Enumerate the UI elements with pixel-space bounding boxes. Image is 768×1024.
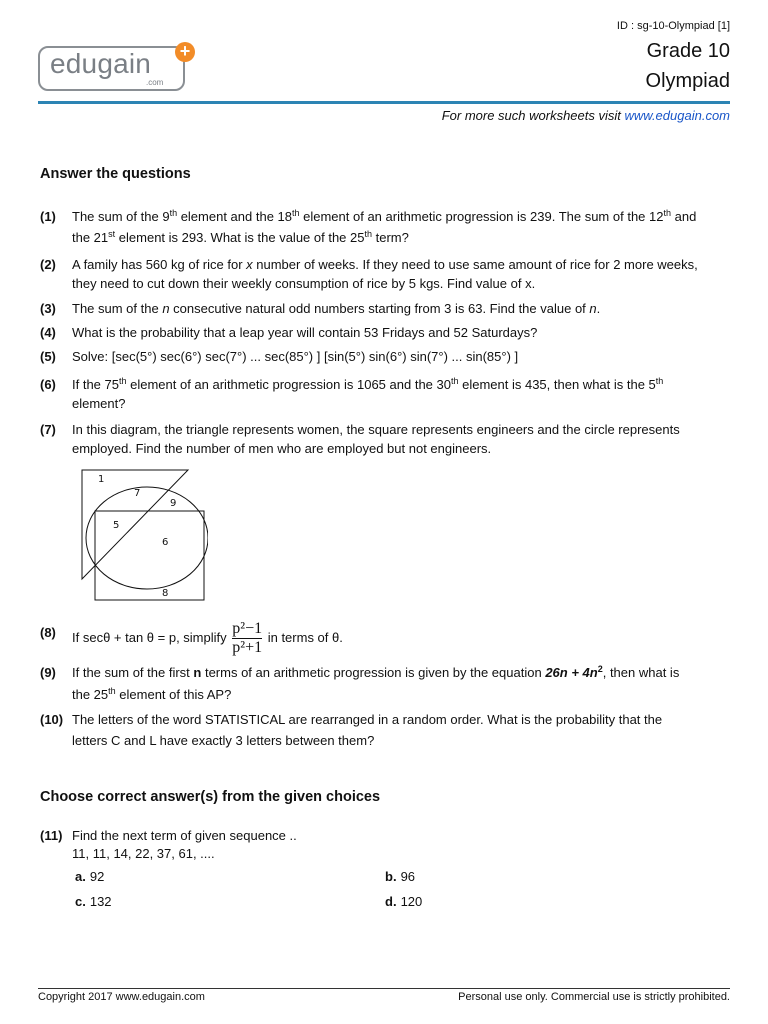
question-6: [40, 375, 700, 413]
region-label-9: 9: [170, 498, 177, 509]
plus-icon: +: [175, 42, 195, 62]
venn-diagram: [76, 468, 208, 604]
grade-title: Grade 10: [646, 40, 730, 62]
region-label-6: 6: [162, 537, 169, 548]
question-text: In this diagram, the triangle represents women, the square represents engineers and the circle represents employed. Find the number of men who are employed but not engineers.: [72, 422, 680, 456]
edugain-logo: [38, 42, 198, 98]
question-1: [40, 206, 700, 248]
question-text: The letters of the word STATISTICAL are rearranged in a random order. What is the probability that the letters C and L have exactly 3 letters between them?: [72, 712, 663, 748]
question-9: [40, 662, 700, 706]
question-text: Solve: [sec(5°) sec(6°) sec(7°) ... sec(85°) ] [sin(5°) sin(6°) sin(7°) ... sin(85°) ]: [72, 349, 519, 364]
question-text: The sum of the 9th element and the 18th element of an arithmetic progression is 239. The sum of the 12th and the 21st element is 293. What is the value of the 25th term?: [72, 208, 697, 245]
question-number: (11): [40, 828, 63, 843]
question-text: If secθ + tan θ = p, simplify $\frac{\text{p²−1}}{\text{p²+1}}$ in terms of θ.: [72, 620, 343, 656]
question-number: (7): [40, 422, 56, 437]
question-number: (5): [40, 349, 56, 364]
region-label-8: 8: [162, 588, 169, 599]
question-text: A family has 560 kg of rice for x number of weeks. If they need to use same amount of rice for 2 more weeks, they need to cut down their weekly consumption of rice by 5 kgs. Find value of x.: [72, 257, 698, 291]
women-triangle: [82, 470, 188, 579]
fraction: [232, 620, 262, 657]
choice-b[interactable]: b. 96: [385, 869, 416, 884]
question-8: [40, 620, 700, 657]
document-id: ID : sg-10-Olympiad [1]: [616, 20, 730, 32]
question-number: (6): [40, 377, 56, 392]
region-label-1: 1: [98, 474, 105, 485]
question-text: The sum of the n consecutive natural odd numbers starting from 3 is 63. Find the value of n.: [72, 301, 601, 316]
region-label-5: 5: [113, 520, 120, 531]
question-5: [40, 346, 700, 367]
usage-notice: Personal use only. Commercial use is strictly prohibited.: [458, 991, 730, 1003]
question-number: (4): [40, 325, 56, 340]
question-11: [40, 827, 700, 863]
choice-a[interactable]: a. 92: [75, 869, 105, 884]
employed-circle: [86, 487, 208, 589]
logo-sub: .com: [146, 78, 164, 87]
section-heading-choices: Choose correct answer(s) from the given choices: [40, 789, 381, 805]
edugain-link[interactable]: www.edugain.com: [624, 108, 730, 123]
fraction-denominator: p²+1: [232, 639, 263, 656]
logo-text: edugain: [50, 48, 152, 79]
engineers-square: [95, 511, 204, 600]
choice-d[interactable]: d. 120: [385, 894, 423, 909]
footer-rule: [38, 988, 730, 989]
question-number: (1): [40, 209, 56, 224]
question-text: If the sum of the first n terms of an arithmetic progression is given by the equation $26n + 4n^2$, then what is the 25th element of this AP?: [72, 664, 680, 702]
header-rule: [38, 101, 730, 104]
question-text: If the 75th element of an arithmetic progression is 1065 and the 30th element is 435, then what is the 5th element?: [72, 376, 664, 411]
choice-c[interactable]: c. 132: [75, 894, 112, 909]
copyright: Copyright 2017 www.edugain.com: [38, 991, 205, 1003]
question-7: [40, 420, 700, 458]
question-text: What is the probability that a leap year will contain 53 Fridays and 52 Saturdays?: [72, 325, 538, 340]
question-10: [40, 709, 700, 751]
question-2: [40, 255, 700, 293]
tagline-prefix: For more such worksheets visit: [441, 108, 621, 123]
question-4: [40, 322, 700, 343]
question-number: (2): [40, 257, 56, 272]
tagline: [442, 108, 730, 123]
section-heading-answer: Answer the questions: [40, 166, 191, 182]
question-number: (8): [40, 625, 56, 640]
region-label-7: 7: [134, 488, 141, 499]
question-3: [40, 298, 700, 319]
question-number: (3): [40, 301, 56, 316]
question-text: Find the next term of given sequence .. 11, 11, 14, 22, 37, 61, ....: [72, 827, 700, 863]
sequence: 11, 11, 14, 22, 37, 61, ....: [72, 846, 215, 861]
subject-title: Olympiad: [645, 70, 730, 92]
question-number: (9): [40, 665, 56, 680]
question-number: (10): [40, 712, 64, 727]
fraction-numerator: p²−1: [232, 620, 263, 637]
